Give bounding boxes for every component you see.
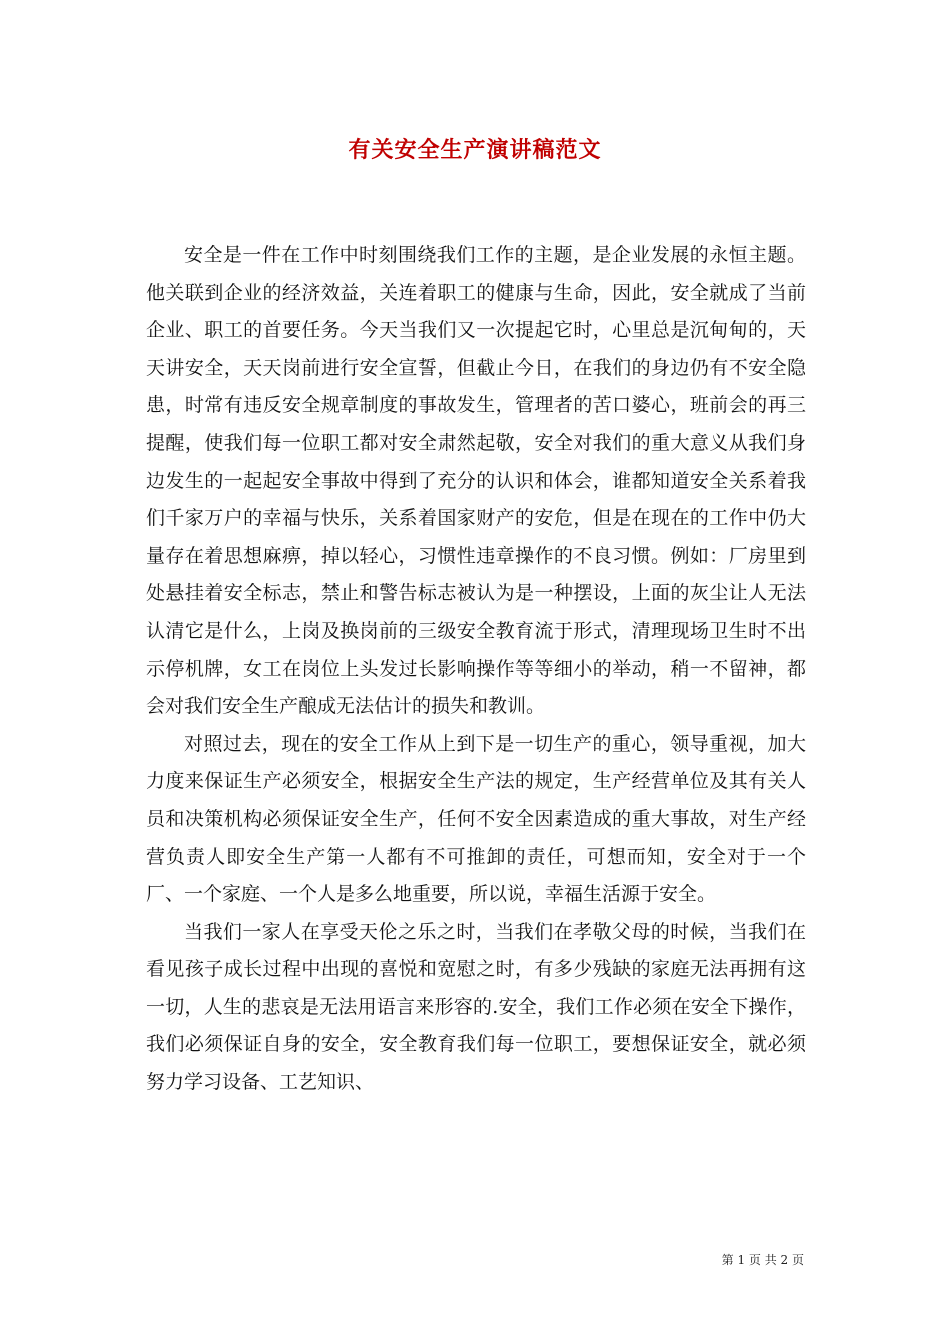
paragraph-2: 对照过去，现在的安全工作从上到下是一切生产的重心，领导重视，加大力度来保证生产必须安全，根据安全生产法的规定，生产经营单位及其有关人员和决策机构必须保证安全生产，任何不安全因素造成的重大事故，对生产经营负责人即安全生产第一人都有不可推卸的责任，可想而知，安全对于一个厂、一个家庭、一个人是多么地重要，所以说，幸福生活源于安全。 [146, 732, 806, 906]
paragraph-1: 安全是一件在工作中时刻围绕我们工作的主题，是企业发展的永恒主题。他关联到企业的经济效益，关连着职工的健康与生命，因此，安全就成了当前企业、职工的首要任务。今天当我们又一次提起它时，心里总是沉甸甸的，天天讲安全，天天岗前进行安全宣誓，但截止今日，在我们的身边仍有不安全隐患，时常有违反安全规章制度的事故发生，管理者的苦口婆心，班前会的再三提醒，使我们每一位职工都对安全肃然起敬，安全对我们的重大意义从我们身边发生的一起起安全事故中得到了充分的认识和体会，谁都知道安全关系着我们千家万户的幸福与快乐，关系着国家财产的安危，但是在现在的工作中仍大量存在着思想麻痹，掉以轻心，习惯性违章操作的不良习惯。例如：厂房里到处悬挂着安全标志，禁止和警告标志被认为是一种摆设，上面的灰尘让人无法认清它是什么，上岗及换岗前的三级安全教育流于形式，清理现场卫生时不出示停机牌，女工在岗位上头发过长影响操作等等细小的举动，稍一不留神，都会对我们安全生产酿成无法估计的损失和教训。 [146, 244, 806, 718]
page-number: 第 1 页 共 2 页 [721, 1253, 804, 1267]
paragraph-3: 当我们一家人在享受天伦之乐之时，当我们在孝敬父母的时候，当我们在看见孩子成长过程中出现的喜悦和宽慰之时，有多少残缺的家庭无法再拥有这一切，人生的悲哀是无法用语言来形容的.安全，我们工作必须在安全下操作，我们必须保证自身的安全，安全教育我们每一位职工，要想保证安全，就必须努力学习设备、工艺知识、 [146, 920, 806, 1094]
document-body [146, 237, 806, 1102]
document-title: 有关安全生产演讲稿范文 [348, 137, 602, 163]
